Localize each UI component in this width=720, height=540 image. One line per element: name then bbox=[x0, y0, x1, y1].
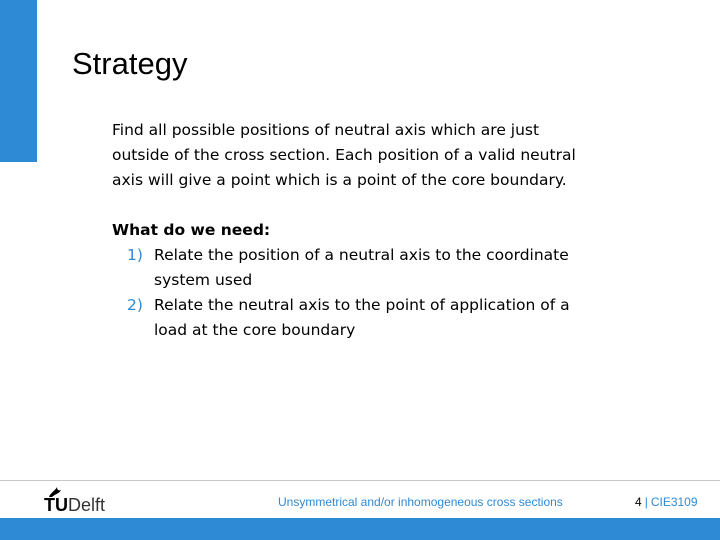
footer-page-info bbox=[635, 495, 698, 509]
course-code: CIE3109 bbox=[650, 495, 698, 509]
footer-separator: | bbox=[644, 495, 648, 509]
steps-list bbox=[112, 243, 582, 343]
need-heading: What do we need: bbox=[112, 221, 271, 239]
step-item bbox=[112, 293, 582, 343]
intro-paragraph: Find all possible positions of neutral axis which are just outside of the cross section. Each position of a valid neutral axis will give a point which is a point of the core boundary. bbox=[112, 121, 576, 189]
page-number: 4 bbox=[635, 495, 642, 509]
logo-tu-text: TU bbox=[44, 495, 68, 515]
slide-body bbox=[112, 118, 582, 343]
footer-course-title: Unsymmetrical and/or inhomogeneous cross sections bbox=[278, 495, 563, 509]
footer-bar bbox=[0, 518, 720, 540]
tudelft-logo bbox=[44, 486, 124, 516]
step-item bbox=[112, 243, 582, 293]
slide-title: Strategy bbox=[72, 46, 188, 81]
footer-divider bbox=[0, 480, 720, 481]
logo-wordmark bbox=[44, 495, 105, 515]
step-text: Relate the position of a neutral axis to the coordinate system used bbox=[154, 246, 569, 289]
step-text: Relate the neutral axis to the point of application of a load at the core boundary bbox=[154, 296, 570, 339]
step-number: 2) bbox=[127, 296, 143, 314]
step-number: 1) bbox=[127, 246, 143, 264]
side-accent-bar bbox=[0, 0, 37, 162]
logo-delft-text: Delft bbox=[68, 495, 106, 515]
